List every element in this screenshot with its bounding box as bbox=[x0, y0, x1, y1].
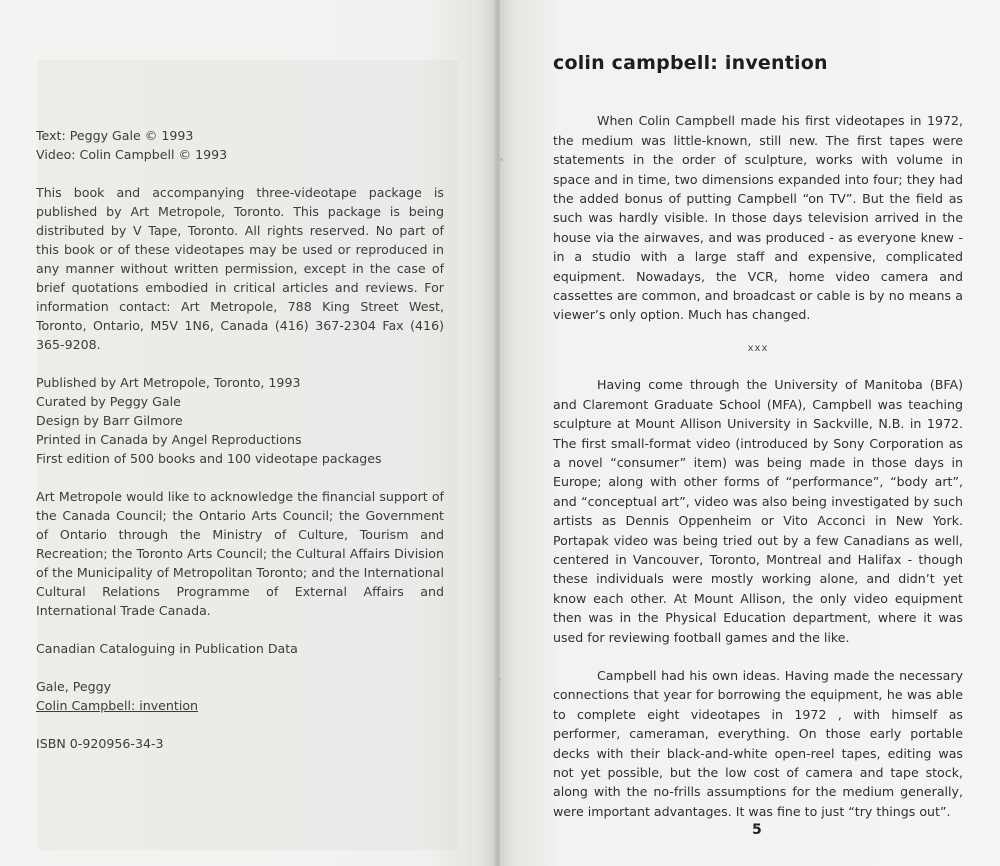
acknowledgement-paragraph: Art Metropole would like to acknowledge the financial support of the Canada Council; the Ontario Arts Council; the Government of Ontario through the Ministry of Culture, Tourism and Recreation; the Toronto Arts Council; the Cultural Affairs Division of the Municipality of Metropolitan Toronto; and the International Cultural Relations Programme of External Affairs and International Trade Canada. bbox=[36, 489, 444, 618]
essay bbox=[553, 54, 963, 821]
section-separator: xxx bbox=[747, 342, 769, 354]
copyright-paragraph: This book and accompanying three-videotape package is published by Art Metropole, Toronto. This package is being distributed by V Tape, Toronto. All rights reserved. No part of this book or of these videotapes may be used or reproduced in any manner without written permission, except in the case of brief quotations embodied in critical articles and reviews. For information contact: Art Metropole, 788 King Street West, Toronto, Ontario, M5V 1N6, Canada (416) 367-2304 Fax (416) 365-9208. bbox=[36, 185, 444, 352]
left-page bbox=[0, 0, 496, 866]
cip-heading: Canadian Cataloguing in Publication Data bbox=[36, 641, 298, 656]
cip-entry bbox=[36, 677, 444, 715]
isbn: ISBN 0-920956-34-3 bbox=[36, 736, 164, 751]
text-credit: Text: Peggy Gale © 1993 bbox=[36, 128, 194, 143]
designer-line: Design by Barr Gilmore bbox=[36, 413, 183, 428]
essay-paragraph-2: Having come through the University of Manitoba (BFA) and Claremont Graduate School (MFA), Campbell was teaching sculpture at Mount Allison University in Sackville, N.B. in 1972. The first small-format video (introduced by Sony Corporation as a novel “consumer” item) was being made in those days in Europe; along with other forms of “performance”, “body art”, and “conceptual art”, video was also being investigated by such artists as Dennis Oppenheim or Vito Acconci in New York. Portapak video was being tried out by a few Canadians as well, centered in Vancouver, Toronto, Montreal and Halifax - though these individuals were mostly working alone, and didn’t yet know each other. At Mount Allison, the only video equipment then was in the Physical Education department, where it was used for reviewing football games and the like. bbox=[553, 377, 963, 645]
curator-line: Curated by Peggy Gale bbox=[36, 394, 181, 409]
edition-line: First edition of 500 books and 100 videotape packages bbox=[36, 451, 382, 466]
video-credit: Video: Colin Campbell © 1993 bbox=[36, 147, 228, 162]
printer-line: Printed in Canada by Angel Reproductions bbox=[36, 432, 302, 447]
essay-paragraph-1: When Colin Campbell made his first videotapes in 1972, the medium was little-known, still new. The first tapes were statements in the order of sculpture, works with volume in space and in time, two dimensions expanded into four; they had the added bonus of putting Campbell “on TV”. But the field as such was hardly visible. In those days television arrived in the house via the airwaves, and was produced - as everyone knew - in a studio with a large staff and expensive, complicated equipment. Nowadays, the VCR, home video camera and cassettes are common, and broadcast or cable is by no means a viewer’s only option. Much has changed. bbox=[553, 113, 963, 323]
credits-block bbox=[36, 126, 444, 164]
binding-mark bbox=[498, 678, 501, 681]
essay-paragraph-3: Campbell had his own ideas. Having made the necessary connections that year for borrowing the equipment, he was able to complete eight videotapes in 1972 , with himself as performer, cameraman, everything. On those early portable decks with their black-and-white open-reel tapes, editing was not yet possible, but the low cost of camera and tape stock, along with the no-frills assumptions for the medium generally, were important advantages. It was fine to just “try things out”. bbox=[553, 667, 963, 819]
cip-title: Colin Campbell: invention bbox=[36, 698, 199, 713]
cip-author: Gale, Peggy bbox=[36, 679, 112, 694]
colophon bbox=[36, 126, 444, 772]
chapter-title: colin campbell: invention bbox=[553, 52, 828, 74]
page-number: 5 bbox=[752, 822, 762, 838]
binding-mark bbox=[500, 158, 503, 161]
publisher-line: Published by Art Metropole, Toronto, 1993 bbox=[36, 375, 301, 390]
publication-details bbox=[36, 373, 444, 468]
